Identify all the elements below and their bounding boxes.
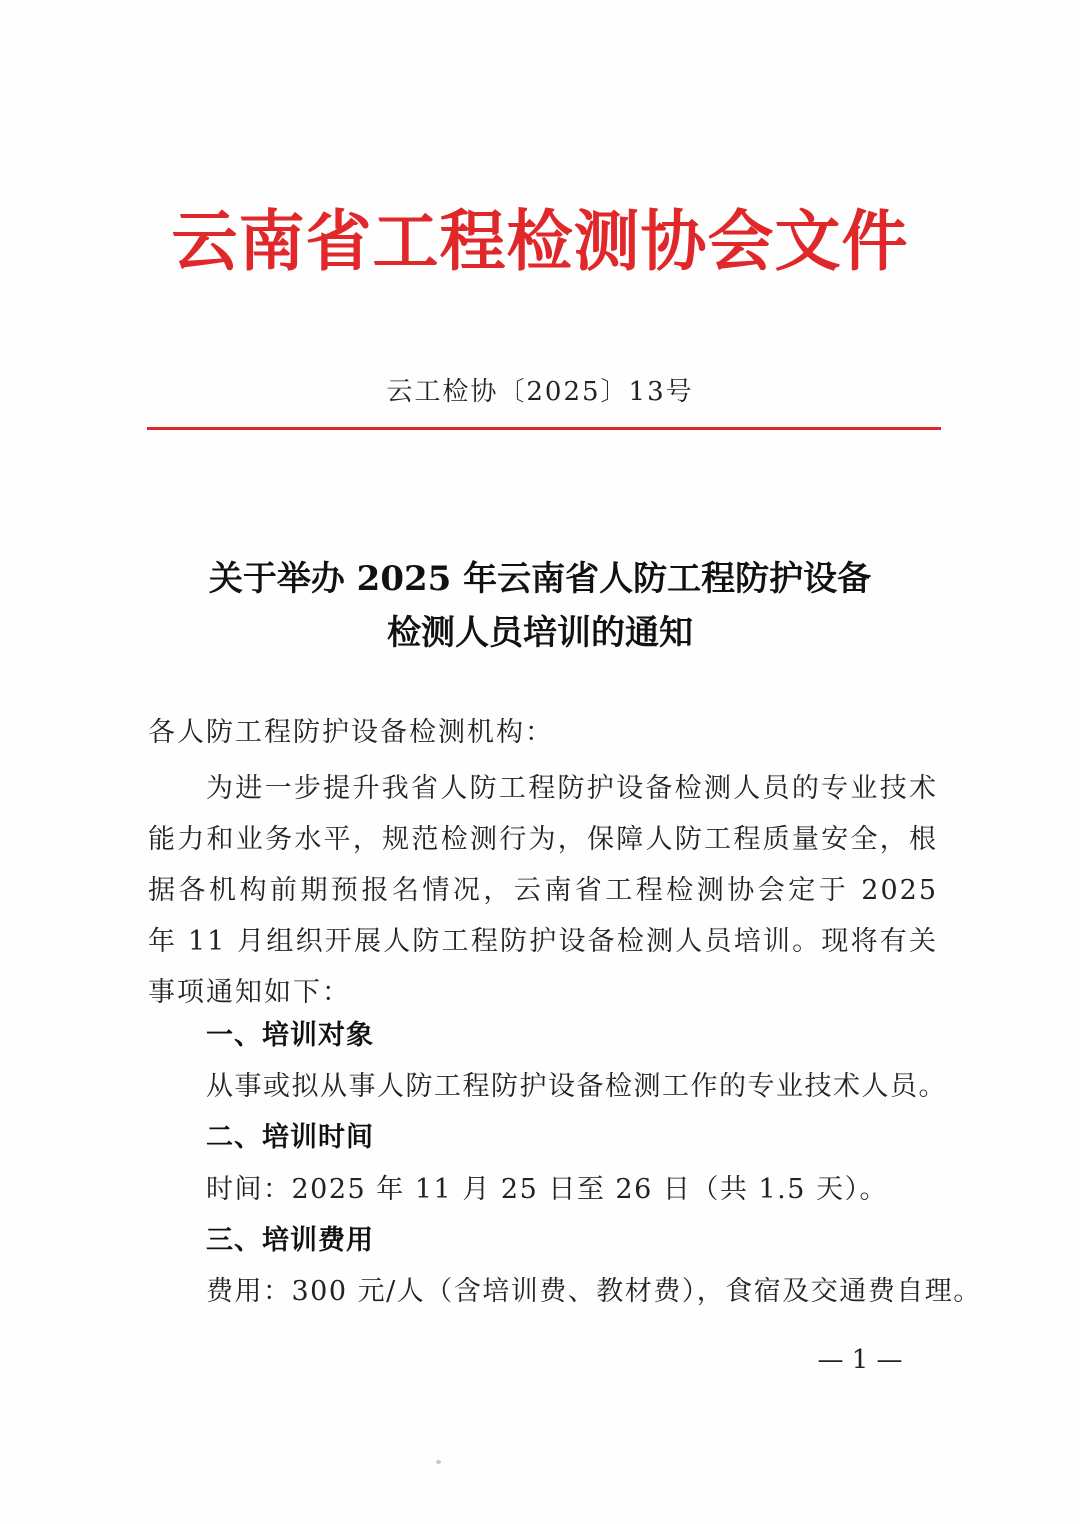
page-number: — 1 —: [817, 1345, 903, 1375]
section-heading-time: 二、培训时间: [206, 1122, 374, 1153]
section-body-trainees: 从事或拟从事人防工程防护设备检测工作的专业技术人员。: [206, 1071, 947, 1102]
scan-speck: [436, 1460, 441, 1464]
document-number: 云工检协〔2025〕13号: [386, 377, 694, 407]
header-divider-line: [147, 427, 941, 430]
notice-title: [0, 552, 1080, 660]
section-heading-trainees: 一、培训对象: [206, 1020, 374, 1051]
salutation: 各人防工程防护设备检测机构：: [148, 717, 554, 748]
notice-title-line-1: 关于举办 2025 年云南省人防工程防护设备: [208, 559, 872, 599]
section-body-fees: 费用：300 元/人（含培训费、教材费），食宿及交通费自理。: [206, 1276, 982, 1307]
document-header-title: 云南省工程检测协会文件: [171, 202, 909, 280]
section-body-time: 时间：2025 年 11 月 25 日至 26 日（共 1.5 天）。: [206, 1174, 888, 1205]
intro-paragraph: 为进一步提升我省人防工程防护设备检测人员的专业技术能力和业务水平，规范检测行为，保障人防工程质量安全，根据各机构前期预报名情况，云南省工程检测协会定于 2025 年 11 月组织开展人防工程防护设备检测人员培训。现将有关事项通知如下：: [148, 773, 938, 1008]
section-heading-fees: 三、培训费用: [206, 1225, 374, 1256]
notice-title-line-2: 检测人员培训的通知: [387, 613, 693, 653]
